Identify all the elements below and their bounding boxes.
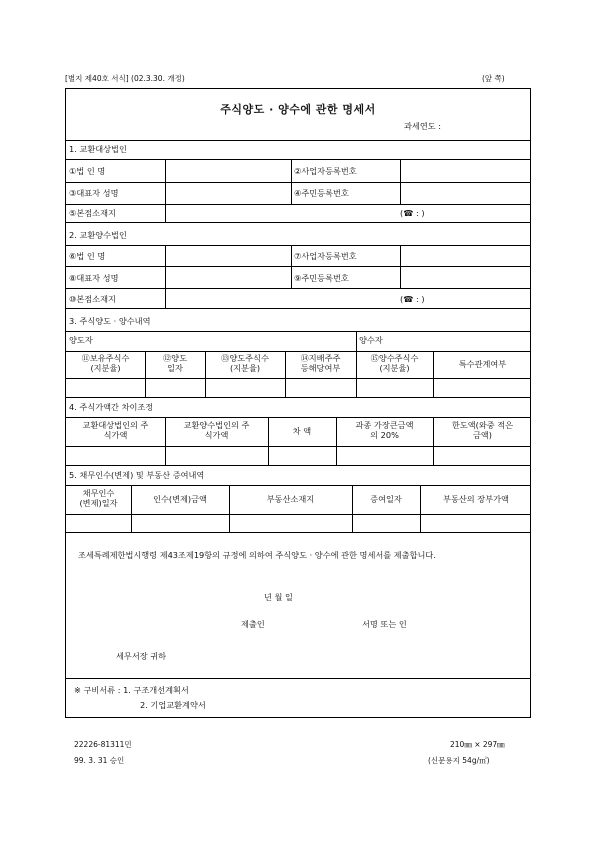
section2-heading: 2. 교환양수법인 bbox=[69, 230, 127, 240]
page-side: (앞 쪽) bbox=[482, 74, 505, 83]
section4-heading: 4. 주식가액간 차이조정 bbox=[69, 402, 154, 412]
col-gift-date: 증여일자 bbox=[370, 494, 402, 504]
signature-label: 서명 또는 인 bbox=[362, 619, 407, 629]
addressee: 세무서장 귀하 bbox=[116, 651, 167, 661]
col-transfer-date: ⑫양도 일자 bbox=[162, 353, 187, 373]
s1-rrn-label: ④주민등록번호 bbox=[294, 188, 349, 198]
submission-statement: 조세특례제한법시행령 제43조제19항의 규정에 의하여 주식양도 · 양수에 관한 명세서를 제출합니다. bbox=[78, 550, 436, 560]
paper-size: 210㎜ × 297㎜ bbox=[450, 740, 505, 749]
col-special-relation: 특수관계여부 bbox=[458, 359, 507, 369]
date-line: 년 월 일 bbox=[264, 592, 293, 602]
form-frame bbox=[65, 88, 531, 718]
col-debt-date: 채무인수 (변제)일자 bbox=[79, 488, 118, 508]
transferor-label: 양도자 bbox=[69, 335, 93, 345]
s1-company-name-label: ①법 인 명 bbox=[69, 166, 106, 176]
section1-heading: 1. 교환대상법인 bbox=[69, 144, 127, 154]
s2-hq-label: ⑩본점소재지 bbox=[69, 294, 116, 304]
form-number: [별지 제40호 서식] (02.3.30. 개정) bbox=[65, 74, 185, 83]
col-acquirer-value: 교환양수법인의 주 식가액 bbox=[183, 420, 250, 440]
col-holding-shares: ⑪보유주식수 (지분율) bbox=[81, 353, 130, 373]
col-twenty-percent: 과종 가장큰금액 의 20% bbox=[355, 420, 414, 440]
form-title: 주식양도 · 양수에 관한 명세서 bbox=[220, 103, 376, 116]
s1-bizno-label: ②사업자등록번호 bbox=[294, 166, 357, 176]
s2-company-name-label: ⑥법 인 명 bbox=[69, 251, 106, 261]
s1-phone: (☎ : ) bbox=[400, 208, 425, 218]
col-difference: 차 액 bbox=[292, 426, 312, 436]
s2-ceo-label: ⑧대표자 성명 bbox=[69, 273, 119, 283]
col-target-value: 교환대상법인의 주 식가액 bbox=[82, 420, 149, 440]
approval-date: 99. 3. 31 승인 bbox=[74, 756, 125, 765]
submitter-label: 제출인 bbox=[241, 619, 265, 629]
s2-rrn-label: ⑨주민등록번호 bbox=[294, 273, 349, 283]
section5-heading: 5. 채무인수(변제) 및 부동산 증여내역 bbox=[69, 470, 205, 480]
col-limit: 한도액(와중 적은 금액) bbox=[451, 420, 514, 440]
tax-year-label: 과세연도 : bbox=[404, 121, 441, 131]
col-property-location: 부동산소재지 bbox=[266, 494, 315, 504]
col-received-shares: ⑮양수주식수 (지분율) bbox=[370, 353, 419, 373]
s1-ceo-label: ③대표자 성명 bbox=[69, 188, 119, 198]
form-code: 22226-81311민 bbox=[74, 740, 132, 749]
col-controlling: ⑭지배주주 등해당여부 bbox=[300, 353, 341, 373]
paper-type: (신문용지 54g/㎡) bbox=[428, 756, 490, 765]
s1-hq-label: ⑤본점소재지 bbox=[69, 208, 116, 218]
s2-phone: (☎ : ) bbox=[400, 294, 425, 304]
s2-bizno-label: ⑦사업자등록번호 bbox=[294, 251, 357, 261]
section3-heading: 3. 주식양도 · 양수내역 bbox=[69, 316, 151, 326]
transferee-label: 양수자 bbox=[359, 335, 383, 345]
col-debt-amount: 인수(변제)금액 bbox=[153, 494, 207, 504]
col-book-value: 부동산의 장부가액 bbox=[443, 494, 509, 504]
attachments-label: ※ 구비서류 : 1. 구조개선계획서 bbox=[74, 685, 189, 695]
col-transfer-shares: ⑬양도주식수 (지분율) bbox=[221, 353, 269, 373]
attachment-item-2: 2. 기업교환계약서 bbox=[140, 700, 206, 710]
